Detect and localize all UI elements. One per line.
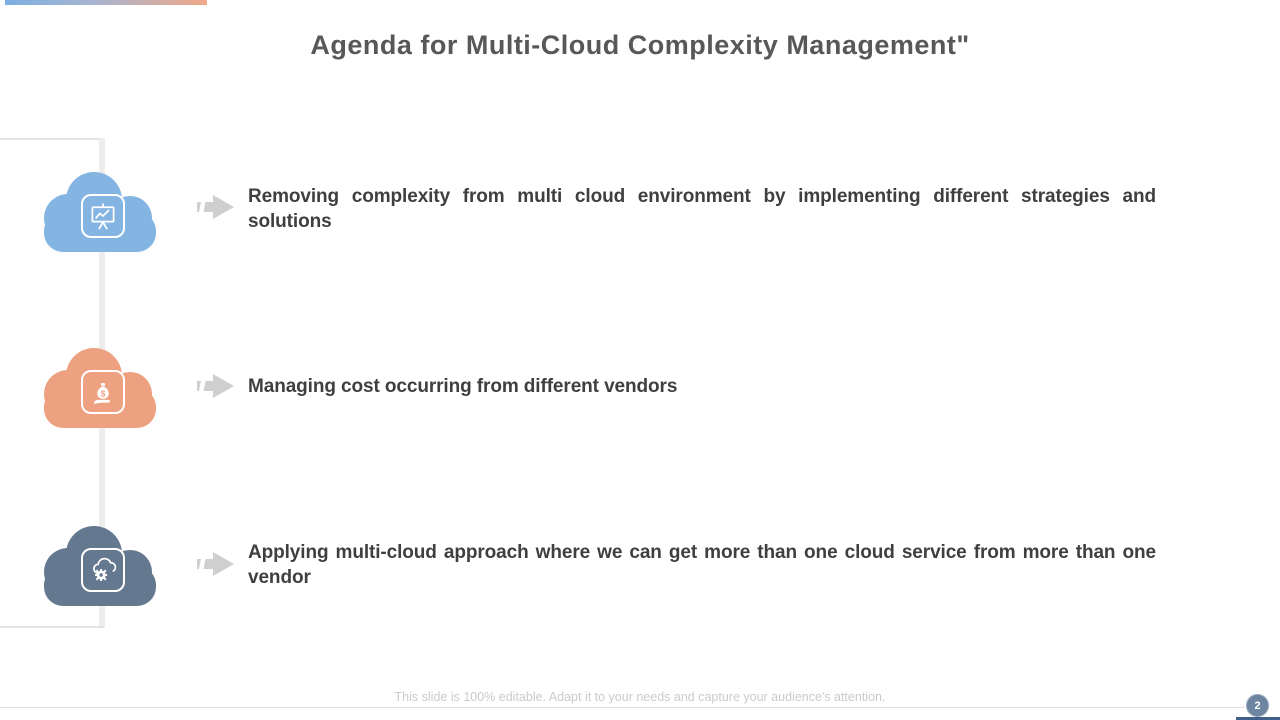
agenda-item-text-2: Managing cost occurring from different vendors <box>248 376 678 397</box>
right-arrow-icon <box>197 373 235 399</box>
right-arrow-icon <box>197 194 235 220</box>
top-accent-strip <box>5 0 207 5</box>
agenda-item-text-1: Removing complexity from multi cloud environment by implementing different strategies and solutions <box>248 186 1156 232</box>
timeline-top-line <box>0 138 104 140</box>
timeline-bottom-line <box>0 626 104 628</box>
cloud-shape-1 <box>34 166 166 252</box>
icon-frame <box>81 194 125 238</box>
cloud-gear-icon <box>88 555 118 585</box>
svg-text:$: $ <box>100 389 106 399</box>
cloud-shape-3 <box>34 520 166 606</box>
icon-frame <box>81 548 125 592</box>
footer-note: This slide is 100% editable. Adapt it to your needs and capture your audience's attention. <box>394 690 886 704</box>
page-title: Agenda for Multi-Cloud Complexity Management" <box>310 30 970 60</box>
presentation-board-icon <box>88 201 118 231</box>
footer-divider-line <box>0 707 1245 708</box>
page-number-badge: 2 <box>1246 694 1269 717</box>
icon-frame <box>81 370 125 414</box>
cloud-shape-2 <box>34 342 166 428</box>
agenda-item-text-3: Applying multi-cloud approach where we can get more than one cloud service from more than one vendor <box>248 542 1156 588</box>
money-hand-icon <box>88 377 118 407</box>
right-arrow-icon <box>197 551 235 577</box>
